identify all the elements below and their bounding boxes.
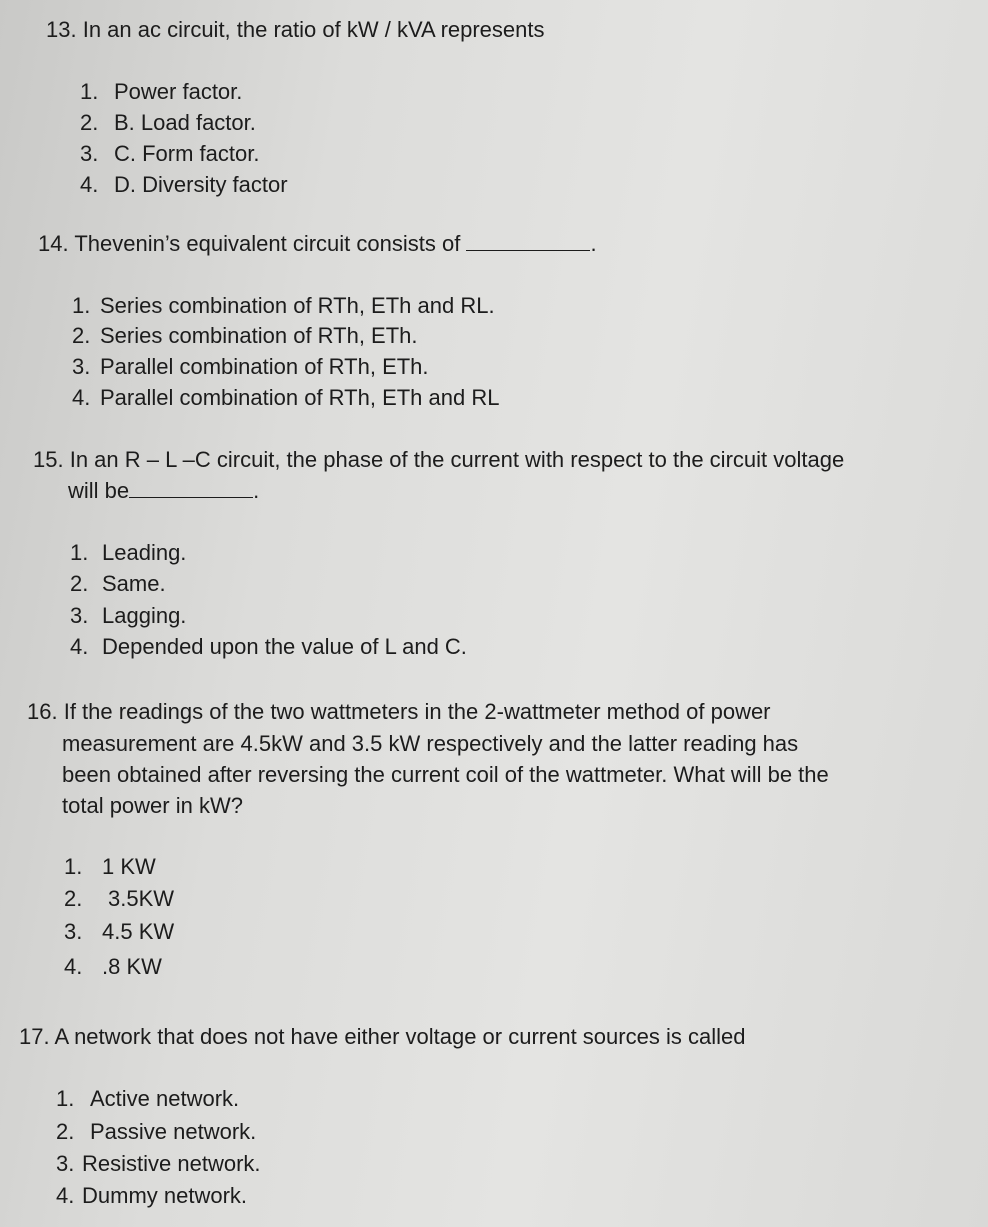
option-16-1 bbox=[64, 851, 156, 882]
question-text-line-1: If the readings of the two wattmeters in the 2-wattmeter method of power bbox=[63, 699, 771, 724]
question-text-line-1: In an R – L –C circuit, the phase of the current with respect to the circuit voltage bbox=[69, 447, 845, 472]
option-17-3 bbox=[56, 1148, 261, 1179]
question-14 bbox=[38, 228, 597, 259]
question-text-line-4: total power in kW? bbox=[62, 793, 243, 818]
option-number: 2. bbox=[64, 886, 83, 911]
question-text-line-3: been obtained after reversing the current coil of the wattmeter. What will be the bbox=[62, 762, 829, 787]
question-16 bbox=[27, 696, 771, 727]
question-text: In an ac circuit, the ratio of kW / kVA represents bbox=[82, 17, 545, 42]
option-text: C. Form factor. bbox=[114, 141, 260, 166]
option-number: 1. bbox=[56, 1086, 75, 1111]
option-number: 2. bbox=[80, 110, 99, 135]
option-text: Resistive network. bbox=[82, 1151, 261, 1176]
option-13-4 bbox=[80, 169, 288, 200]
option-text: 3.5KW bbox=[108, 886, 175, 911]
question-text-line-2: will be bbox=[68, 478, 130, 503]
question-text: A network that does not have either voltage or current sources is called bbox=[54, 1024, 746, 1049]
question-13 bbox=[46, 14, 545, 45]
option-14-2 bbox=[72, 320, 418, 351]
option-number: 4. bbox=[80, 172, 99, 197]
question-suffix: . bbox=[253, 478, 260, 503]
option-number: 2. bbox=[72, 323, 91, 348]
option-number: 3. bbox=[64, 919, 83, 944]
option-16-3 bbox=[64, 916, 174, 947]
question-text-line-2: measurement are 4.5kW and 3.5 kW respectively and the latter reading has bbox=[62, 731, 799, 756]
option-14-3 bbox=[72, 351, 429, 382]
option-17-4 bbox=[56, 1180, 247, 1211]
question-15-continued bbox=[68, 475, 259, 506]
option-text: Parallel combination of RTh, ETh. bbox=[100, 354, 429, 379]
question-number: 17. bbox=[19, 1024, 50, 1049]
question-16-line-4 bbox=[62, 790, 243, 821]
option-number: 4. bbox=[64, 954, 83, 979]
option-number: 3. bbox=[80, 141, 99, 166]
option-number: 1. bbox=[70, 540, 89, 565]
option-17-2 bbox=[56, 1116, 256, 1147]
option-text: Power factor. bbox=[114, 79, 243, 104]
option-text: Active network. bbox=[90, 1086, 240, 1111]
option-number: 2. bbox=[70, 571, 89, 596]
option-number: 4. bbox=[70, 634, 89, 659]
answer-blank bbox=[129, 477, 253, 498]
option-14-1 bbox=[72, 290, 495, 321]
option-number: 3. bbox=[56, 1151, 75, 1176]
question-suffix: . bbox=[590, 231, 597, 256]
option-17-1 bbox=[56, 1083, 239, 1114]
question-number: 15. bbox=[33, 447, 64, 472]
option-number: 1. bbox=[72, 293, 91, 318]
question-15 bbox=[33, 444, 844, 475]
option-text: Series combination of RTh, ETh. bbox=[100, 323, 418, 348]
question-16-line-2 bbox=[62, 728, 798, 759]
option-text: 4.5 KW bbox=[102, 919, 175, 944]
answer-blank bbox=[466, 230, 590, 251]
option-text: Depended upon the value of L and C. bbox=[102, 634, 467, 659]
question-number: 16. bbox=[27, 699, 58, 724]
option-text: Leading. bbox=[102, 540, 187, 565]
option-13-1 bbox=[80, 76, 242, 107]
option-text: Parallel combination of RTh, ETh and RL bbox=[100, 385, 500, 410]
option-number: 4. bbox=[56, 1183, 75, 1208]
option-number: 3. bbox=[72, 354, 91, 379]
option-number: 1. bbox=[80, 79, 99, 104]
question-number: 14. bbox=[38, 231, 69, 256]
option-text: D. Diversity factor bbox=[114, 172, 288, 197]
option-text: .8 KW bbox=[102, 954, 162, 979]
option-text: Passive network. bbox=[90, 1119, 257, 1144]
option-15-4 bbox=[70, 631, 467, 662]
question-number: 13. bbox=[46, 17, 77, 42]
option-text: Same. bbox=[102, 571, 166, 596]
option-16-2 bbox=[64, 883, 174, 914]
option-number: 3. bbox=[70, 603, 89, 628]
option-number: 1. bbox=[64, 854, 83, 879]
option-15-3 bbox=[70, 600, 186, 631]
option-text: Series combination of RTh, ETh and RL. bbox=[100, 293, 495, 318]
option-number: 2. bbox=[56, 1119, 75, 1144]
option-13-3 bbox=[80, 138, 259, 169]
question-16-line-3 bbox=[62, 759, 829, 790]
option-13-2 bbox=[80, 107, 256, 138]
option-text: B. Load factor. bbox=[114, 110, 256, 135]
option-16-4 bbox=[64, 951, 162, 982]
option-number: 4. bbox=[72, 385, 91, 410]
question-text: Thevenin’s equivalent circuit consists of bbox=[74, 231, 461, 256]
question-17 bbox=[19, 1021, 745, 1052]
option-14-4 bbox=[72, 382, 499, 413]
option-text: Dummy network. bbox=[82, 1183, 248, 1208]
option-15-1 bbox=[70, 537, 186, 568]
option-text: Lagging. bbox=[102, 603, 187, 628]
option-text: 1 KW bbox=[102, 854, 156, 879]
option-15-2 bbox=[70, 568, 166, 599]
